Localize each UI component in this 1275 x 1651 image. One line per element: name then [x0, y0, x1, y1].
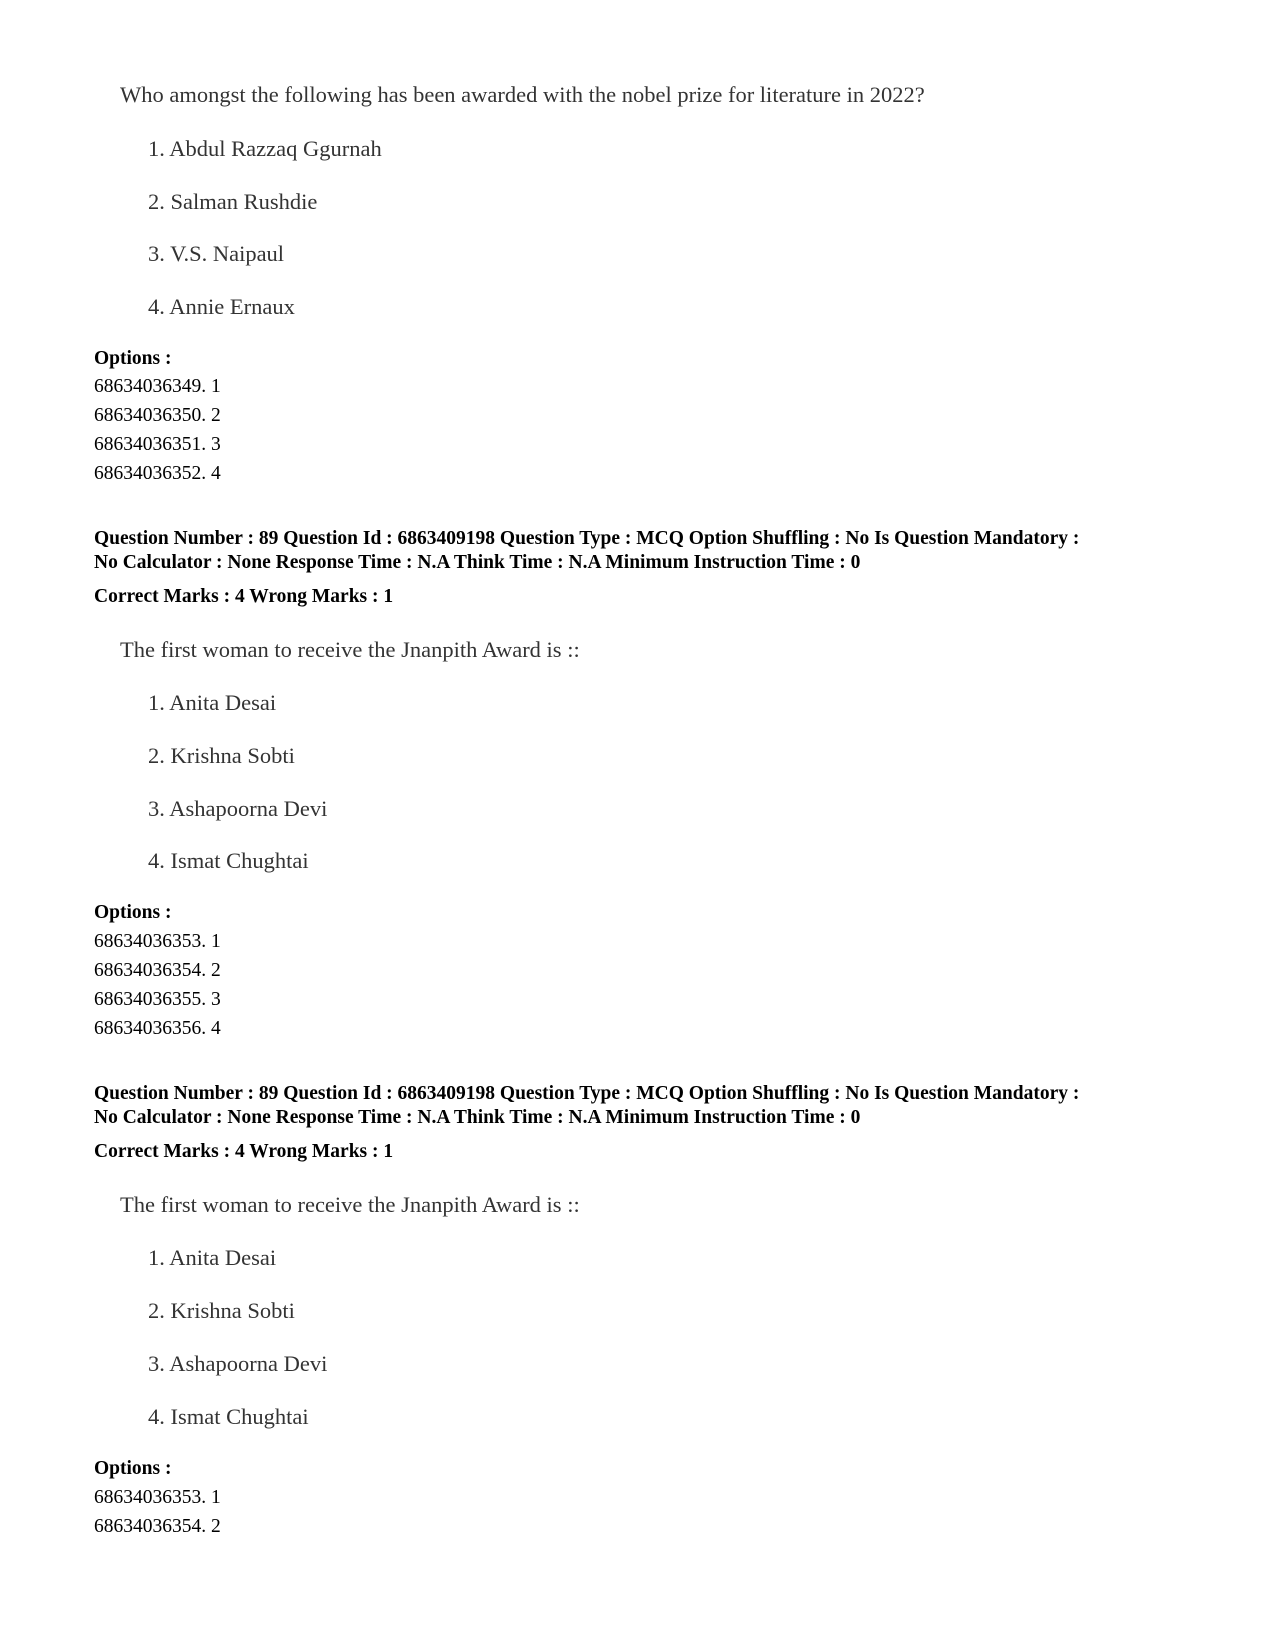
option-line: 68634036349. 1 [94, 376, 221, 397]
question-choice: 4. Ismat Chughtai [148, 1404, 309, 1429]
option-line: 68634036354. 2 [94, 960, 221, 981]
question-text: The first woman to receive the Jnanpith Award is :: [120, 637, 580, 662]
question-choice: 4. Ismat Chughtai [148, 848, 309, 873]
question-choice: 2. Krishna Sobti [148, 1298, 295, 1323]
options-heading: Options : [94, 1458, 172, 1479]
options-heading: Options : [94, 348, 172, 369]
question-meta-line: No Calculator : None Response Time : N.A Think Time : N.A Minimum Instruction Time : 0 [94, 552, 861, 573]
question-choice: 3. V.S. Naipaul [148, 241, 285, 266]
option-line: 68634036350. 2 [94, 405, 221, 426]
question-choice: 3. Ashapoorna Devi [148, 1351, 328, 1376]
question-meta-line: No Calculator : None Response Time : N.A Think Time : N.A Minimum Instruction Time : 0 [94, 1107, 861, 1128]
question-marks: Correct Marks : 4 Wrong Marks : 1 [94, 586, 394, 607]
question-text: Who amongst the following has been awarded with the nobel prize for literature in 2022? [120, 82, 925, 107]
question-meta-line: Question Number : 89 Question Id : 6863409198 Question Type : MCQ Option Shuffling : No Is Question Mandatory : [94, 528, 1080, 549]
question-meta [94, 1082, 1214, 1130]
option-line: 68634036352. 4 [94, 463, 221, 484]
question-text: The first woman to receive the Jnanpith Award is :: [120, 1192, 580, 1217]
question-choice: 3. Ashapoorna Devi [148, 796, 328, 821]
question-choice: 4. Annie Ernaux [148, 294, 295, 319]
option-line: 68634036354. 2 [94, 1516, 221, 1537]
option-line: 68634036353. 1 [94, 931, 221, 952]
option-line: 68634036356. 4 [94, 1018, 221, 1039]
question-choice: 1. Anita Desai [148, 690, 277, 715]
question-meta-line: Question Number : 89 Question Id : 6863409198 Question Type : MCQ Option Shuffling : No Is Question Mandatory : [94, 1083, 1080, 1104]
option-line: 68634036351. 3 [94, 434, 221, 455]
question-meta [94, 527, 1214, 575]
option-line: 68634036353. 1 [94, 1487, 221, 1508]
question-choice: 1. Abdul Razzaq Ggurnah [148, 136, 382, 161]
question-choice: 1. Anita Desai [148, 1245, 277, 1270]
question-marks: Correct Marks : 4 Wrong Marks : 1 [94, 1141, 394, 1162]
option-line: 68634036355. 3 [94, 989, 221, 1010]
question-choice: 2. Salman Rushdie [148, 189, 318, 214]
options-heading: Options : [94, 902, 172, 923]
question-choice: 2. Krishna Sobti [148, 743, 295, 768]
